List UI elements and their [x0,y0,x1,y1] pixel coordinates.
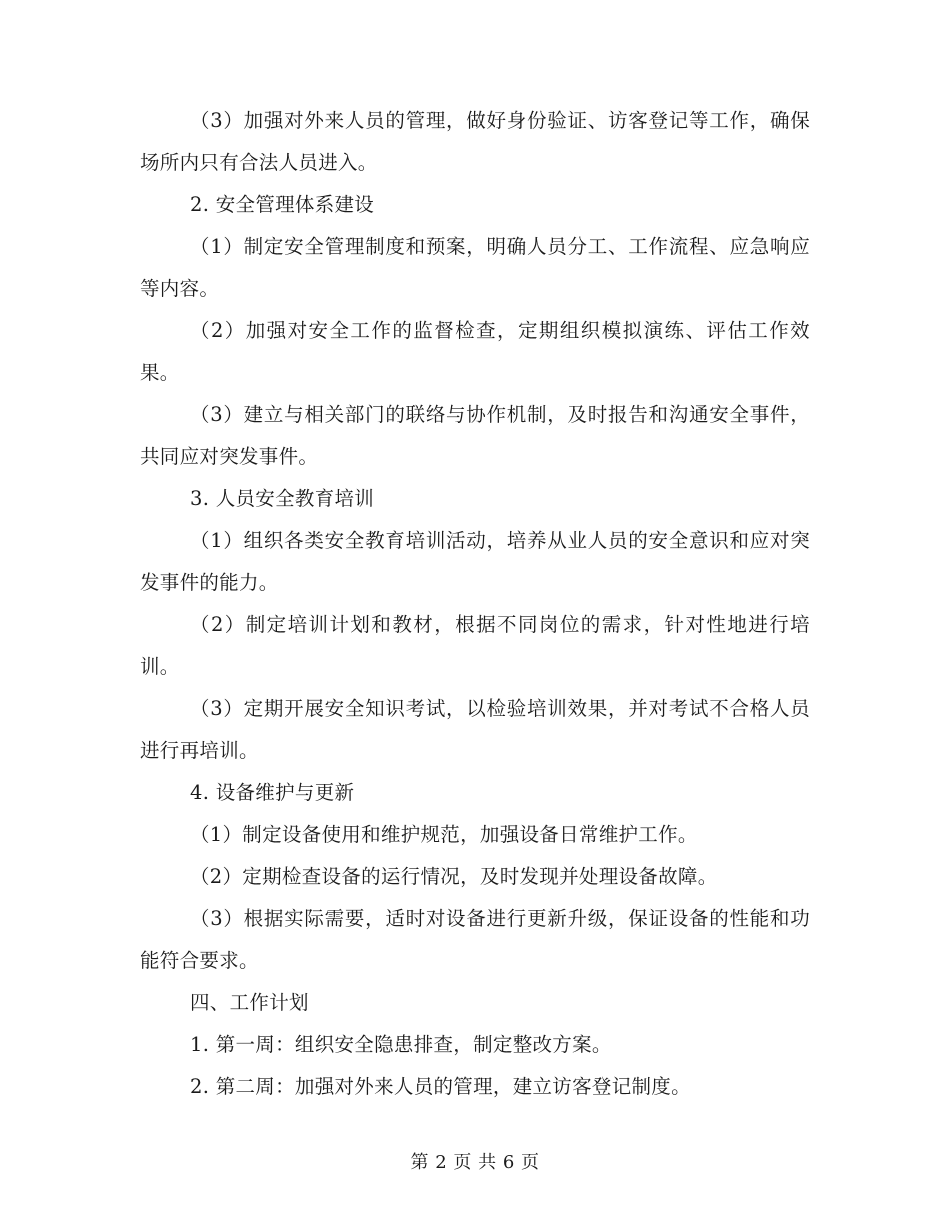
heading-safety-system: 2. 安全管理体系建设 [190,193,375,216]
paragraph-training-activities: （1）组织各类安全教育培训活动，培养从业人员的安全意识和应对突发事件的能力。 [140,529,810,594]
page-number-footer: 第 2 页 共 6 页 [410,1152,540,1173]
paragraph-training-exam: （3）定期开展安全知识考试，以检验培训效果，并对考试不合格人员进行再培训。 [140,697,810,762]
paragraph-supervision: （2）加强对安全工作的监督检查，定期组织模拟演练、评估工作效果。 [140,319,810,384]
document-body [140,100,810,1108]
paragraph-equipment-upgrade: （3）根据实际需要，适时对设备进行更新升级，保证设备的性能和功能符合要求。 [140,907,810,972]
paragraph-week-one: 1. 第一周：组织安全隐患排查，制定整改方案。 [190,1033,612,1056]
paragraph-safety-rules: （1）制定安全管理制度和预案，明确人员分工、工作流程、应急响应等内容。 [140,235,810,300]
paragraph-equipment-rules: （1）制定设备使用和维护规范，加强设备日常维护工作。 [190,823,698,846]
heading-training: 3. 人员安全教育培训 [190,487,375,510]
heading-work-plan: 四、工作计划 [190,991,309,1014]
paragraph-equipment-check: （2）定期检查设备的运行情况，及时发现并处理设备故障。 [190,865,718,888]
paragraph-training-plan: （2）制定培训计划和教材，根据不同岗位的需求，针对性地进行培训。 [140,613,810,678]
paragraph-week-two: 2. 第二周：加强对外来人员的管理，建立访客登记制度。 [190,1075,691,1098]
paragraph-coordination: （3）建立与相关部门的联络与协作机制，及时报告和沟通安全事件，共同应对突发事件。 [140,403,810,468]
heading-equipment: 4. 设备维护与更新 [190,781,355,804]
paragraph-visitor-management: （3）加强对外来人员的管理，做好身份验证、访客登记等工作，确保场所内只有合法人员进入。 [140,109,810,174]
